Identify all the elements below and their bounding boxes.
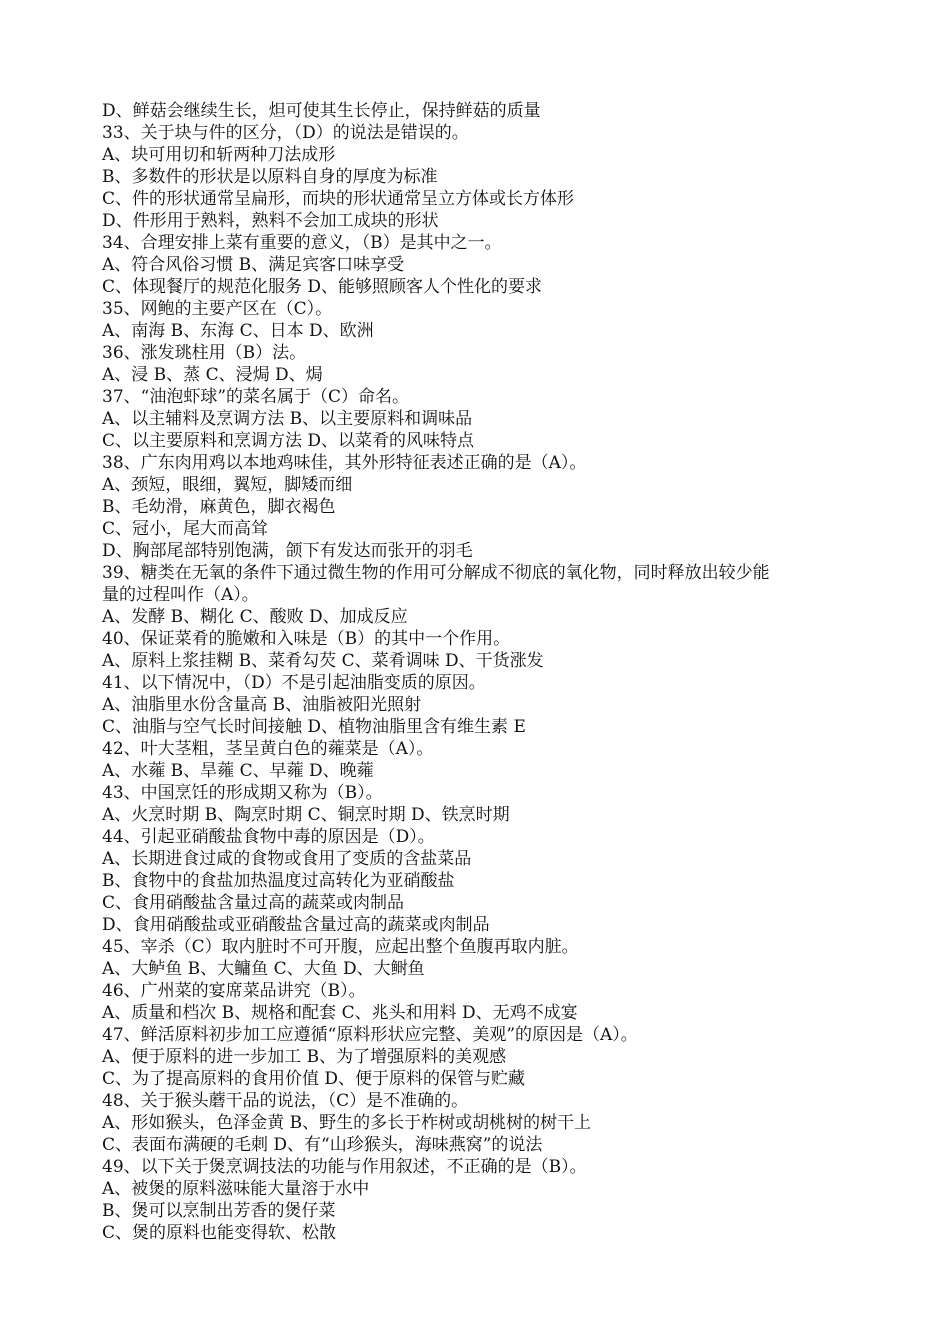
text-line: A、以主辅料及烹调方法 B、以主要原料和调味品 [102,409,473,429]
text-line: A、颈短，眼细，翼短，脚矮而细 [102,475,353,495]
text-line: A、长期进食过咸的食物或食用了变质的含盐菜品 [102,849,472,869]
text-line: 33、关于块与件的区分，（D）的说法是错误的。 [102,123,469,143]
text-line: A、质量和档次 B、规格和配套 C、兆头和用料 D、无鸡不成宴 [102,1003,578,1023]
text-line: 48、关于猴头蘑干品的说法，（C）是不准确的。 [102,1091,469,1111]
text-line: 42、叶大茎粗，茎呈黄白色的蕹菜是（A）。 [102,739,434,759]
text-line: 36、涨发珧柱用（B）法。 [102,343,307,363]
text-line: C、以主要原料和烹调方法 D、以菜肴的风味特点 [102,431,475,451]
text-line: D、件形用于熟料，熟料不会加工成块的形状 [102,211,439,231]
text-line: A、南海 B、东海 C、日本 D、欧洲 [102,321,374,341]
text-line: 量的过程叫作（A）。 [102,585,259,605]
text-line: A、火烹时期 B、陶烹时期 C、铜烹时期 D、铁烹时期 [102,805,510,825]
text-line: A、水蕹 B、旱蕹 C、早蕹 D、晚蕹 [102,761,374,781]
text-line: C、为了提高原料的食用价值 D、便于原料的保管与贮藏 [102,1069,526,1089]
text-line: 37、“油泡虾球”的菜名属于（C）命名。 [102,387,410,407]
text-line: A、被煲的原料滋味能大量溶于水中 [102,1179,370,1199]
text-line: A、形如猴头，色泽金黄 B、野生的多长于柞树或胡桃树的树干上 [102,1113,592,1133]
text-line: 47、鲜活原料初步加工应遵循“原料形状应完整、美观”的原因是（A）。 [102,1025,638,1045]
text-line: C、冠小，尾大而高耸 [102,519,269,539]
text-line: C、表面布满硬的毛刺 D、有“山珍猴头，海味燕窝”的说法 [102,1135,543,1155]
text-line: C、体现餐厅的规范化服务 D、能够照顾客人个性化的要求 [102,277,543,297]
text-line: C、煲的原料也能变得软、松散 [102,1223,337,1243]
text-line: 49、以下关于煲烹调技法的功能与作用叙述，不正确的是（B）。 [102,1157,587,1177]
text-line: C、件的形状通常呈扁形，而块的形状通常呈立方体或长方体形 [102,189,575,209]
text-line: A、油脂里水份含量高 B、油脂被阳光照射 [102,695,422,715]
text-line: D、胸部尾部特别饱满，颌下有发达而张开的羽毛 [102,541,473,561]
text-line: B、多数件的形状是以原料自身的厚度为标准 [102,167,438,187]
text-line: 39、糖类在无氧的条件下通过微生物的作用可分解成不彻底的氧化物，同时释放出较少能 [102,563,770,583]
text-line: 43、中国烹饪的形成期又称为（B）。 [102,783,383,803]
document-body [102,100,862,1244]
text-line: A、块可用切和斩两种刀法成形 [102,145,336,165]
text-line: B、食物中的食盐加热温度过高转化为亚硝酸盐 [102,871,455,891]
text-line: 45、宰杀（C）取内脏时不可开腹，应起出整个鱼腹再取内脏。 [102,937,579,957]
text-line: A、符合风俗习惯 B、满足宾客口味享受 [102,255,405,275]
text-line: A、大鲈鱼 B、大鳙鱼 C、大鱼 D、大鲥鱼 [102,959,425,979]
text-line: A、浸 B、蒸 C、浸焗 D、焗 [102,365,323,385]
text-line: 46、广州菜的宴席菜品讲究（B）。 [102,981,366,1001]
text-line: 44、引起亚硝酸盐食物中毒的原因是（D）。 [102,827,435,847]
text-line: 35、网鲍的主要产区在（C）。 [102,299,333,319]
text-line: A、便于原料的进一步加工 B、为了增强原料的美观感 [102,1047,507,1067]
text-line: A、原料上浆挂糊 B、菜肴勾芡 C、菜肴调味 D、干货涨发 [102,651,544,671]
text-line: C、食用硝酸盐含量过高的蔬菜或肉制品 [102,893,405,913]
text-line: 40、保证菜肴的脆嫩和入味是（B）的其中一个作用。 [102,629,511,649]
text-line: 34、合理安排上菜有重要的意义，（B）是其中之一。 [102,233,502,253]
text-line: B、煲可以烹制出芳香的煲仔菜 [102,1201,336,1221]
text-line: A、发酵 B、糊化 C、酸败 D、加成反应 [102,607,408,627]
text-line: 41、以下情况中，（D）不是引起油脂变质的原因。 [102,673,486,693]
text-line: 38、广东肉用鸡以本地鸡味佳，其外形特征表述正确的是（A）。 [102,453,587,473]
text-line: D、鲜菇会继续生长，炟可使其生长停止，保持鲜菇的质量 [102,101,541,121]
text-line: B、毛幼滑，麻黄色，脚衣褐色 [102,497,336,517]
text-line: D、食用硝酸盐或亚硝酸盐含量过高的蔬菜或肉制品 [102,915,490,935]
text-line: C、油脂与空气长时间接触 D、植物油脂里含有维生素 E [102,717,526,737]
